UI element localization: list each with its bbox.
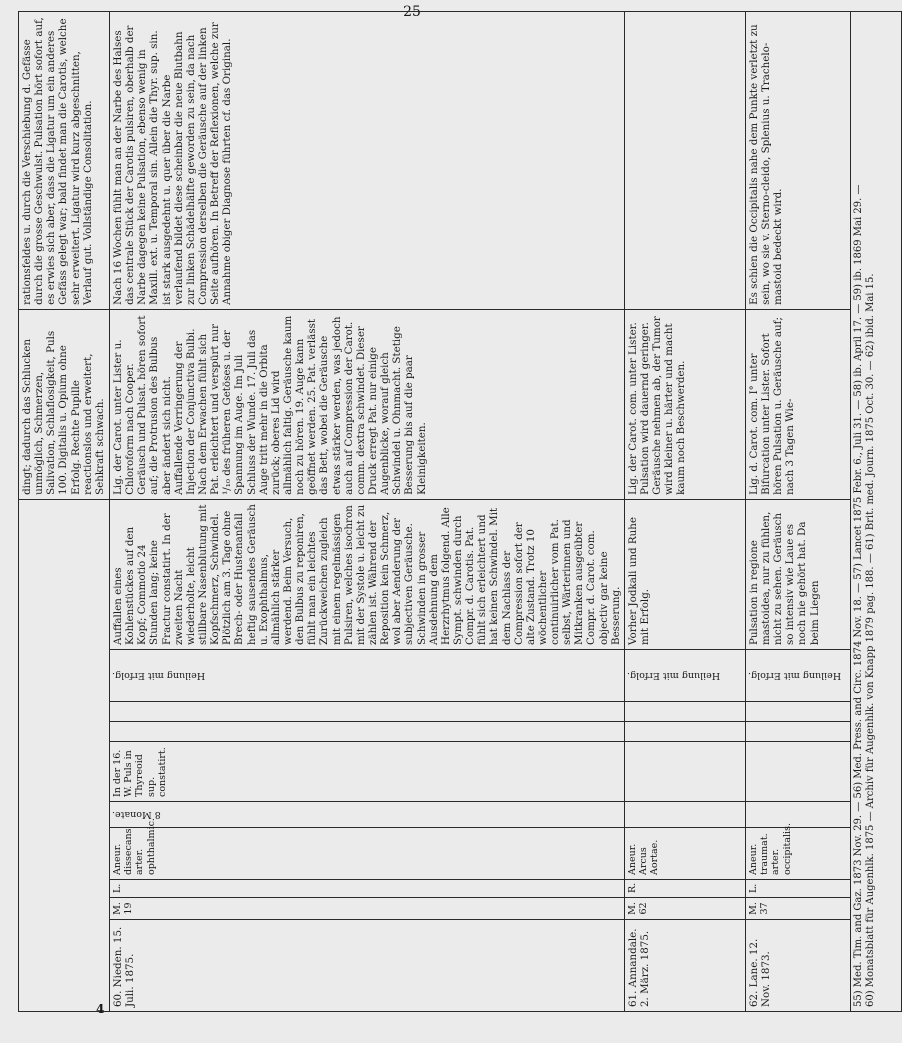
cell-nr-place-date: 62. Lane. 12. Nov. 1873. (745, 920, 850, 1012)
cell-operation: dingt; dadurch das Schlucken unmöglich, Schmerzen, Salivation, Schlaflosigkeit, Puls 100. Digitalis u. Opium ohne Erfolg. Rechte Pupille reactionslos und erweitert, Sehkraft schwach. (19, 309, 110, 499)
cell-prior: Auffallen eines Kohlenstückes auf den Kopf; Commotio 24 Stunden lang; keine Fractur constatirt. In der zweiten Nacht wiederholte, leicht stillbare Nasenblutung mit Kopfschmerz, Schwindel. Plötzlich am 3. Tage ohne Brech- oder Hustenanfall heftig sausendes Geräusch u. Exophthalmus, allmählich stärker werdend. Beim Versuch, den Bulbus zu reponiren, fühlt man ein leichtes Zurückweichen zugleich mit einem regelmässigen Pulsiren, welches isochron mit der Systole u. leicht zu zählen ist. Während der Reposition kein Schmerz, wol aber Aenderung der subjectiven Geräusche. Schwinden in grosser Ausdehnung dem Herzrhytmus folgend. Alle Sympt. schwinden durch Compr. d. Carotis. Pat. fühlt sich erleichtert und hat keinen Schwindel. Mit dem Nachlass der Compression sofort der alte Zustand. Trotz 10 wöchentlicher continuirlicher vom Pat. selbst, Wärterinnen und Mitkranken ausgeübter Compr. d. Carot. com. objectiv gar keine Besserung. (110, 499, 625, 649)
cell-operation: Lig. d. Carot. com. I° unter Bifurcation unter Lister. Sofort hören Pulsation u. Geräusche auf; nach 3 Tagen Wie- (745, 309, 850, 499)
cell-f1 (110, 722, 625, 742)
cell-diagnosis: Aneur. Arcus Aortae. (624, 828, 745, 880)
cell-sex-age: M. 62 (624, 898, 745, 920)
cell-side: L. (745, 880, 850, 898)
cell-diagnosis: Aneur. dissecans arter. ophthalmic. (110, 828, 625, 880)
cell-f2 (745, 702, 850, 722)
table-row-case-60 (110, 11, 625, 1011)
signature-mark: 4 (96, 1002, 105, 1016)
footnotes-row (850, 11, 901, 1011)
cell-sex-age: M. 37 (745, 898, 850, 920)
footnote-line-1: 55) Med. Tim. and Gaz. 1873 Nov. 29. — 56) Med. Press. and Circ. 1874 Nov. 18. — 57) Lancet 1875 Febr. 6., Juli 31. — 58) ib. April 17. — 59) ib. 1869 Mai 29. — (852, 184, 864, 1007)
cell-duration (110, 802, 625, 828)
cell-prior-short (624, 650, 745, 702)
prior-short-text: Heilung mit Erfolg. (747, 670, 841, 682)
case-table (18, 11, 902, 1012)
page-number: 25 (403, 4, 421, 20)
cell-f2 (624, 702, 745, 722)
table-row-case-62 (745, 11, 850, 1011)
cell-f2 (110, 702, 625, 722)
cell-duration (624, 802, 745, 828)
footnotes (850, 11, 901, 1011)
cell-result (624, 11, 745, 309)
cell-prior-short (745, 650, 850, 702)
cell-diagnosis: Aneur. traumat. arter. occipitalis. (745, 828, 850, 880)
cell-result: rationsfeldes u. durch die Verschiebung d. Gefässe durch die grosse Geschwulst. Pulsation hört sofort auf, es erwies sich aber, dass die Ligatur um ein anderes Gefäss gelegt war; bald findet man die Carotis, welche sehr erweitert. Ligatur wird kurz abgeschnitten, Verlauf gut. Vollständige Consolitation. (19, 11, 110, 309)
table-row-case-61 (624, 11, 745, 1011)
prior-short-text: Heilung mit Erfolg. (112, 670, 206, 682)
cell-f1 (624, 722, 745, 742)
cell-blank (19, 499, 110, 1011)
cell-f1 (745, 722, 850, 742)
cell-pressure (624, 742, 745, 802)
duration-text: 8 Monate. (112, 809, 161, 821)
cell-pressure (745, 742, 850, 802)
cell-result: Nach 16 Wochen fühlt man an der Narbe des Halses das centrale Stück der Carotis pulsiren, oberhalb der Narbe dagegen keine Pulsation, ebenso wenig in Maxill. ext. u. Temporal sin. Allein die Thyr. sup. sin. ist stark ausgedehnt u. quer über die Narbe verlaufend bildet diese scheinbar die neue Blutbahn zur linken Schädelhälfte geworden zu sein, da nach Compression derselben die Geräusche auf der linken Seite aufhören. In Betreff der Reflexionen, welche zur Annahme obiger Diagnose führten cf. das Original. (110, 11, 625, 309)
cell-prior-short (110, 650, 625, 702)
cell-nr-place-date: 60. Nieden. 15. Juli. 1875. (110, 920, 625, 1012)
cell-side: R. (624, 880, 745, 898)
prior-short-text: Heilung mit Erfolg. (626, 670, 720, 682)
cell-duration (745, 802, 850, 828)
cell-side: L. (110, 880, 625, 898)
cell-prior: Vorher Jodkali und Ruhe mit Erfolg. (624, 499, 745, 649)
footnote-line-2: 60) Monatsblatt für Augenhlk. 1875 — Archiv für Augenhlk. von Knapp 1879 pag. 188. — 61) Brit. med. Journ. 1875 Oct. 30. — 62) ibid. Mai 15. (864, 273, 876, 1007)
cell-sex-age: M. 19 (110, 898, 625, 920)
cell-operation: Lig. der Carot. unter Lister u. Chloroform nach Cooper. Geräusch und Pulsat. hören sofort auf; die Protrusion des Bulbus aber ändert sich nicht. Auffallende Verringerung der Injection der Conjunctiva Bulbi. Nach dem Erwachen fühlt sich Pat. erleichtert und verspürt nur ¹/₁₀ des früheren Getöses u. der Spannung im Auge. Im Juli Schluss der Wunde. 17. Juli das Auge tritt mehr in die Orbita zurück; oberes Lid wird allmählich faltig. Geräusche kaum noch zu hören. 19. Auge kann geöffnet werden. 25. Pat. verlässt das Bett, wobei die Geräusche etwas stärker werden, was jedoch auch auf Compression der Carot. comm. dextra schwindet. Dieser Druck erregt Pat. nur einige Augenblicke, worauf gleich Schwindel u. Ohnmacht. Stetige Besserung bis auf die paar Kleinigkeiten. (110, 309, 625, 499)
rotated-table-wrapper (18, 12, 876, 1012)
table-row-continued (19, 11, 110, 1011)
cell-pressure: In der 16. W. Puls in Thyreoid sup. constatirt. (110, 742, 625, 802)
cell-operation: Lig. der Carot. com. unter Lister. Pulsation wird dauernd geringer. Geräusche nehmen ab, der Tumor wird kleiner u. härter und macht kaum noch Beschwerden. (624, 309, 745, 499)
cell-nr-place-date: 61. Annandale. 2. März. 1875. (624, 920, 745, 1012)
cell-prior: Pulsation in regione mastoidea, nur zu fühlen, nicht zu sehen. Geräusch so intensiv wie Laue es noch nie gehört hat. Da beim Liegen (745, 499, 850, 649)
cell-result: Es schien die Occipitalis nahe dem Punkte verletzt zu sein, wo sie v. Sterno-cleido, Splenius u. Trachelo-mastoid bedeckt wird. (745, 11, 850, 309)
